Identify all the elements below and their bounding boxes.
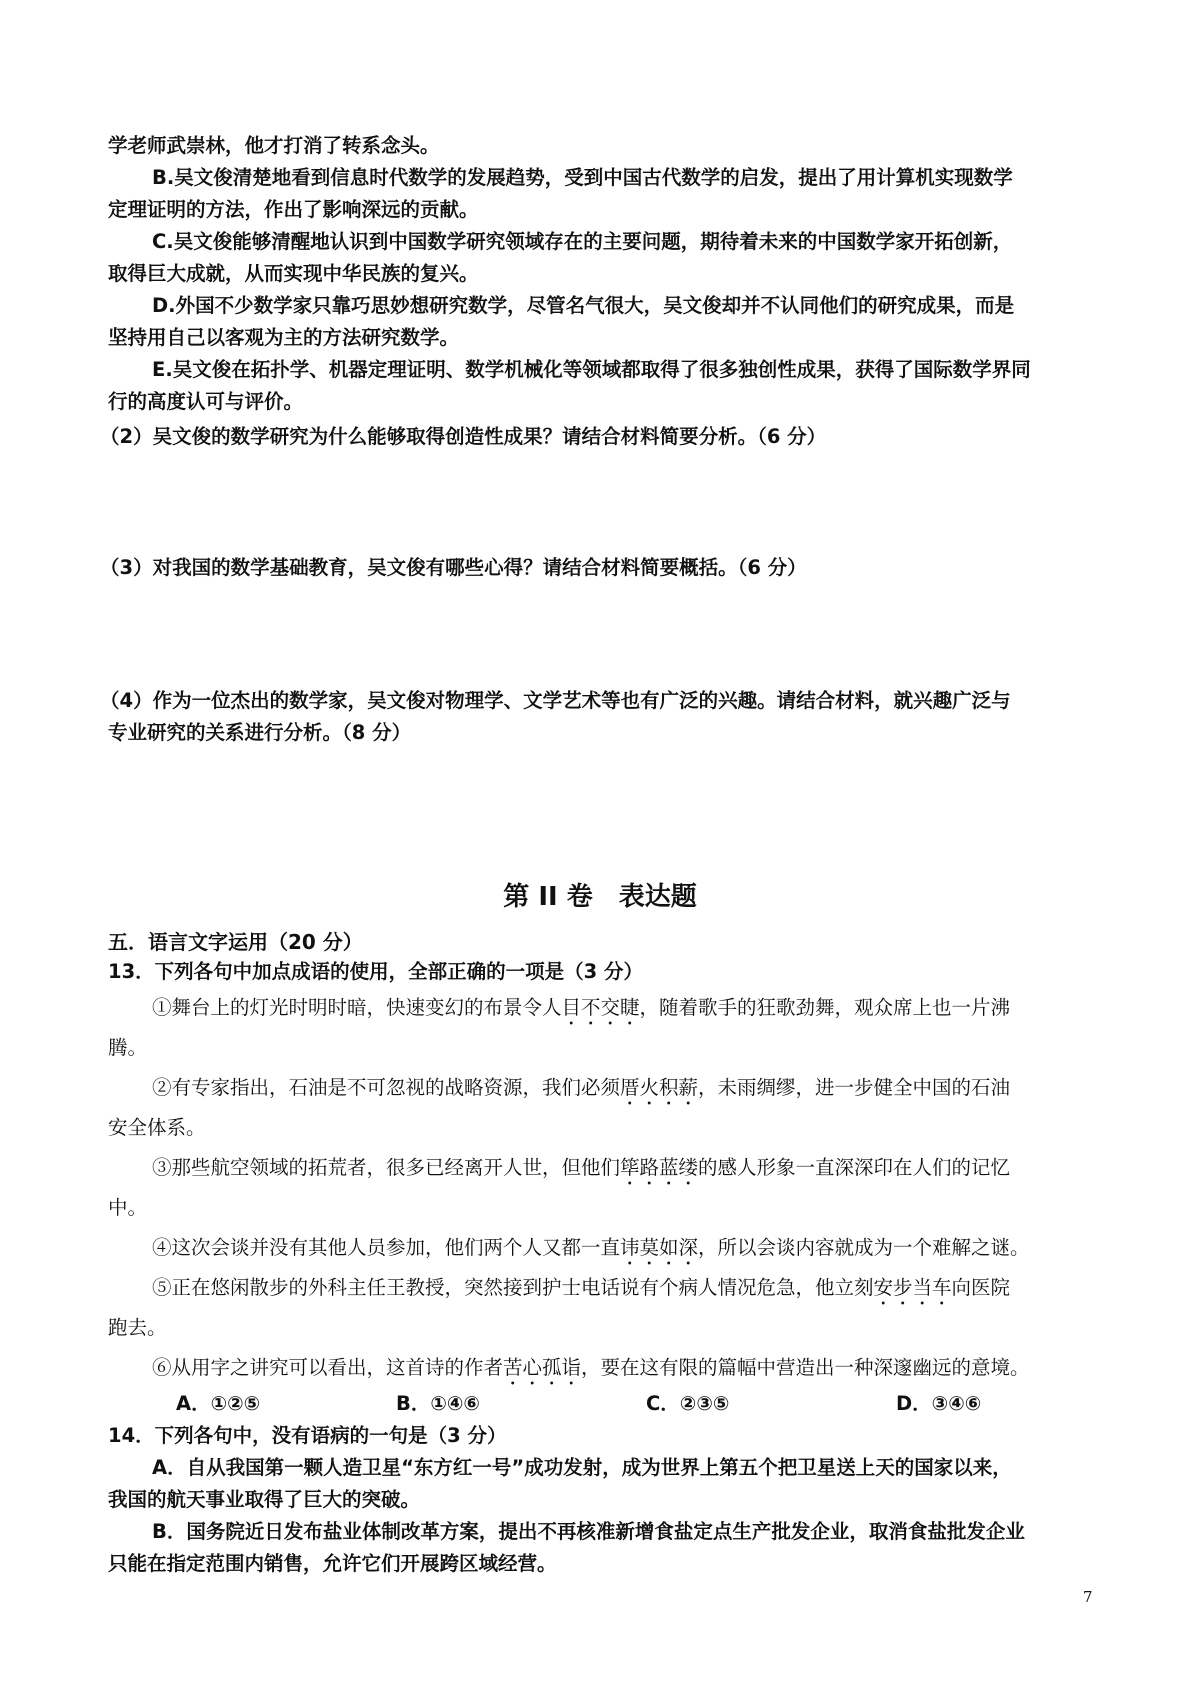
q13-option-d: D．③④⑥ bbox=[896, 1392, 982, 1415]
q13-sentence-4: ④这次会谈并没有其他人员参加，他们两个人又都一直讳莫如深，所以会谈内容就成为一个难解之谜。 bbox=[152, 1236, 1030, 1259]
q13-sentence-2-line1: ②有专家指出，石油是不可忽视的战略资源，我们必须厝火积薪，未雨绸缪，进一步健全中国的石油 bbox=[152, 1076, 1011, 1099]
q14-option-b-line1: B．国务院近日发布盐业体制改革方案，提出不再核准新增食盐定点生产批发企业，取消食盐批发企业 bbox=[152, 1520, 1025, 1543]
idiom-6: 苦心孤诣 bbox=[503, 1356, 582, 1379]
idiom-2: 厝火积薪 bbox=[620, 1076, 699, 1099]
q13-option-b: B．①④⑥ bbox=[396, 1392, 480, 1415]
q13-sentence-1-line2: 腾。 bbox=[108, 1036, 148, 1059]
q13-sentence-5-line1: ⑤正在悠闲散步的外科主任王教授，突然接到护士电话说有个病人情况危急，他立刻安步当车向医院 bbox=[152, 1276, 1011, 1299]
q12-subquestion-3: （3）对我国的数学基础教育，吴文俊有哪些心得？请结合材料简要概括。（6 分） bbox=[100, 556, 807, 579]
q12-option-e-line1: E.吴文俊在拓扑学、机器定理证明、数学机械化等领域都取得了很多独创性成果，获得了国际数学界同 bbox=[152, 358, 1031, 381]
idiom-5: 安步当车 bbox=[873, 1276, 952, 1299]
q13-sentence-1-line1: ①舞台上的灯光时明时暗，快速变幻的布景令人目不交睫，随着歌手的狂歌劲舞，观众席上也一片沸 bbox=[152, 996, 1011, 1019]
q13-stem: 13．下列各句中加点成语的使用，全部正确的一项是（3 分） bbox=[108, 960, 643, 983]
q14-option-b-line2: 只能在指定范围内销售，允许它们开展跨区域经营。 bbox=[108, 1552, 557, 1575]
section-title: 第 II 卷 表达题 bbox=[503, 882, 697, 912]
q14-option-a-line2: 我国的航天事业取得了巨大的突破。 bbox=[108, 1488, 421, 1511]
q12-option-a-tail: 学老师武崇林，他才打消了转系念头。 bbox=[108, 134, 440, 157]
q12-option-c-line1: C.吴文俊能够清醒地认识到中国数学研究领域存在的主要问题，期待着未来的中国数学家开拓创新， bbox=[152, 230, 1013, 253]
q12-option-d-line2: 坚持用自己以客观为主的方法研究数学。 bbox=[108, 326, 460, 349]
q13-sentence-5-line2: 跑去。 bbox=[108, 1316, 167, 1339]
q13-option-c: C．②③⑤ bbox=[646, 1392, 730, 1415]
q14-stem: 14．下列各句中，没有语病的一句是（3 分） bbox=[108, 1424, 507, 1447]
q13-sentence-3-line2: 中。 bbox=[108, 1196, 148, 1219]
q12-subquestion-2: （2）吴文俊的数学研究为什么能够取得创造性成果？请结合材料简要分析。（6 分） bbox=[100, 425, 827, 448]
q12-option-e-line2: 行的高度认可与评价。 bbox=[108, 390, 304, 413]
q14-option-a-line1: A．自从我国第一颗人造卫星“东方红一号”成功发射，成为世界上第五个把卫星送上天的国家以来， bbox=[152, 1456, 1012, 1479]
q12-option-d-line1: D.外国不少数学家只靠巧思妙想研究数学，尽管名气很大，吴文俊却并不认同他们的研究成果，而是 bbox=[152, 294, 1015, 317]
q13-sentence-2-line2: 安全体系。 bbox=[108, 1116, 206, 1139]
q13-sentence-6: ⑥从用字之讲究可以看出，这首诗的作者苦心孤诣，要在这有限的篇幅中营造出一种深邃幽远的意境。 bbox=[152, 1356, 1030, 1379]
idiom-4: 讳莫如深 bbox=[620, 1236, 699, 1259]
q12-option-b-line2: 定理证明的方法，作出了影响深远的贡献。 bbox=[108, 198, 479, 221]
q13-option-a: A．①②⑤ bbox=[176, 1392, 261, 1415]
page-number: 7 bbox=[1083, 1588, 1093, 1606]
q12-option-b-line1: B.吴文俊清楚地看到信息时代数学的发展趋势，受到中国古代数学的启发，提出了用计算机实现数学 bbox=[152, 166, 1013, 189]
idiom-3: 筚路蓝缕 bbox=[620, 1156, 699, 1179]
idiom-1: 目不交睫 bbox=[561, 996, 640, 1019]
q12-subquestion-4-line2: 专业研究的关系进行分析。（8 分） bbox=[108, 721, 412, 744]
q13-sentence-3-line1: ③那些航空领域的拓荒者，很多已经离开人世，但他们筚路蓝缕的感人形象一直深深印在人们的记忆 bbox=[152, 1156, 1011, 1179]
q12-subquestion-4-line1: （4）作为一位杰出的数学家，吴文俊对物理学、文学艺术等也有广泛的兴趣。请结合材料，就兴趣广泛与 bbox=[100, 689, 1011, 712]
q12-option-c-line2: 取得巨大成就，从而实现中华民族的复兴。 bbox=[108, 262, 479, 285]
part-five-heading: 五．语言文字运用（20 分） bbox=[108, 930, 363, 954]
